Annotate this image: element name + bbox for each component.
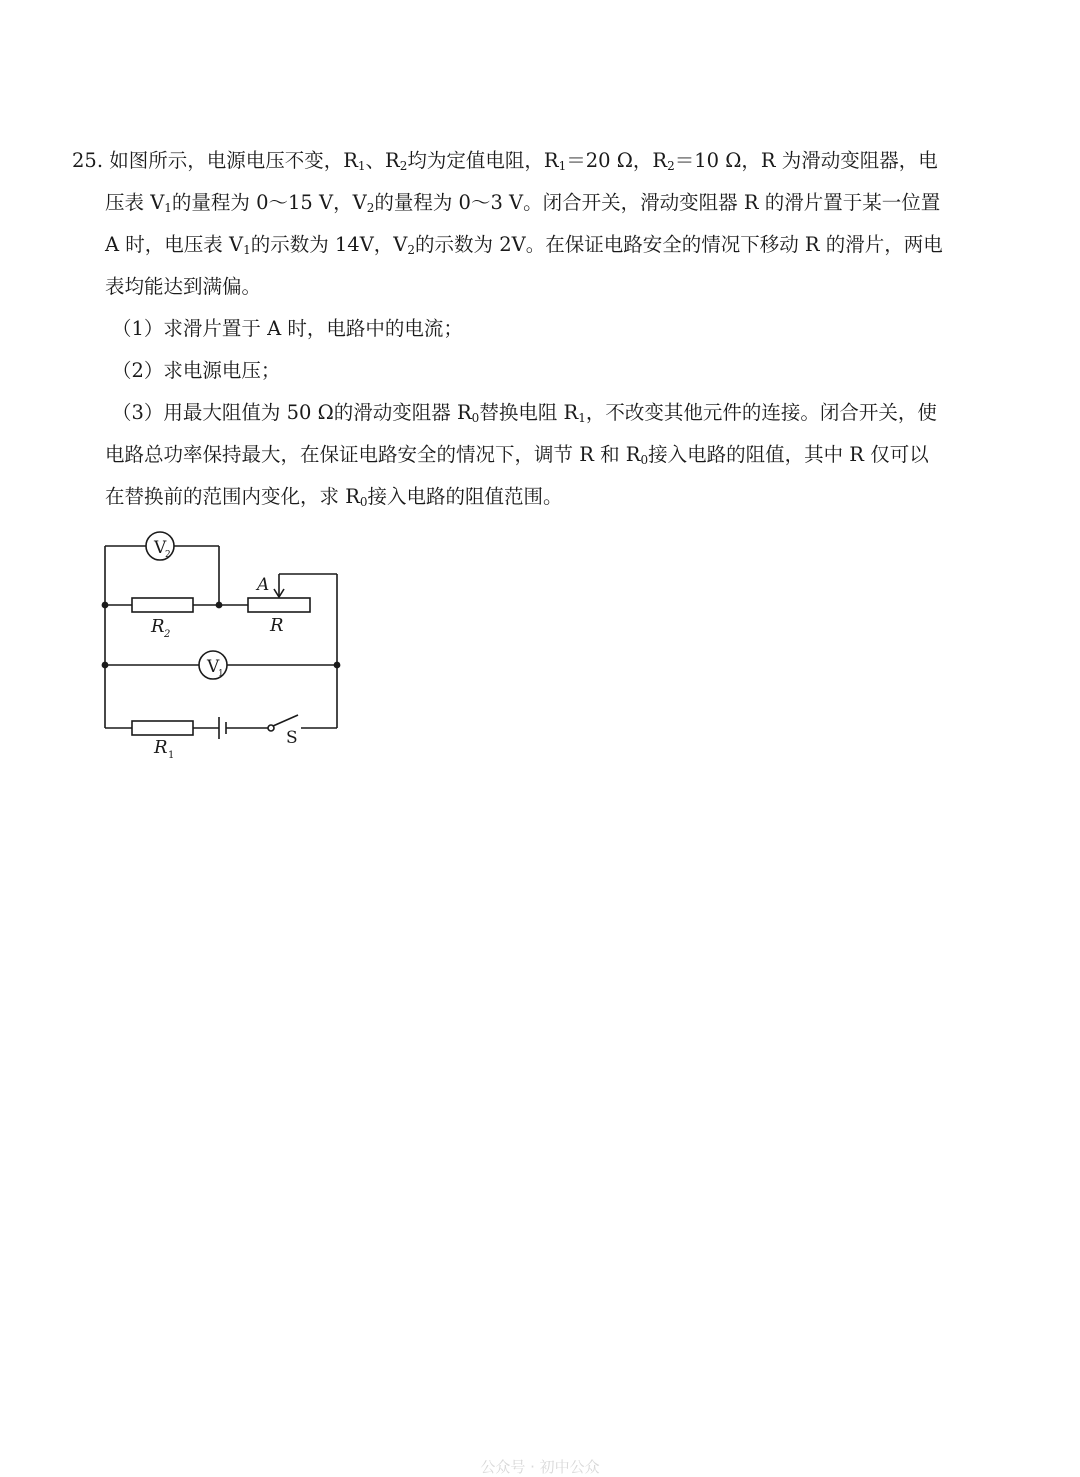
junction-dot bbox=[216, 602, 223, 609]
r2-subscript: 2 bbox=[164, 629, 171, 640]
subscript: 0 bbox=[471, 411, 480, 425]
subscript: 1 bbox=[357, 159, 366, 173]
question-3-line-3 bbox=[72, 476, 1012, 518]
junction-dot bbox=[334, 662, 341, 669]
v1-subscript: 1 bbox=[218, 669, 224, 679]
problem-number: 25. bbox=[72, 149, 104, 172]
s-label: S bbox=[286, 728, 298, 748]
question-text: 接入电路的阻值范围。 bbox=[367, 485, 563, 508]
stem-seg: 如图所示，电源电压不变，R bbox=[109, 149, 358, 172]
stem-seg: ＝10 Ω，R 为滑动变阻器，电 bbox=[674, 149, 938, 172]
stem-seg: 的示数为 2V。在保证电路安全的情况下移动 R 的滑片，两电 bbox=[415, 233, 943, 256]
junction-dot bbox=[102, 662, 109, 669]
question-text: （2）求电源电压； bbox=[112, 359, 281, 382]
r2-label: R bbox=[151, 616, 165, 637]
stem-seg: 均为定值电阻，R bbox=[407, 149, 559, 172]
subscript: 2 bbox=[667, 159, 675, 173]
r-label: R bbox=[270, 615, 284, 636]
footer-watermark: 公众号 · 初中公众 bbox=[480, 1458, 600, 1476]
subscript: 2 bbox=[407, 243, 416, 257]
question-text: （1）求滑片置于 A 时，电路中的电流； bbox=[112, 317, 463, 340]
stem-seg: 表均能达到满偏。 bbox=[105, 275, 262, 298]
subscript: 1 bbox=[578, 411, 586, 425]
question-text: 接入电路的阻值，其中 R 仅可以 bbox=[648, 443, 929, 466]
question-text: 电路总功率保持最大，在保证电路安全的情况下，调节 R 和 R bbox=[105, 443, 641, 466]
a-label: A bbox=[257, 575, 270, 595]
stem-seg: 的量程为 0～15 V，V bbox=[171, 191, 367, 214]
question-text: 替换电阻 R bbox=[479, 401, 579, 424]
stem-line-2 bbox=[72, 182, 1012, 224]
stem-line-3 bbox=[72, 224, 1012, 266]
subscript: 2 bbox=[399, 159, 408, 173]
question-text: （3）用最大阻值为 50 Ω的滑动变阻器 R bbox=[112, 401, 472, 424]
stem-seg: A 时，电压表 V bbox=[105, 233, 244, 256]
switch-blade bbox=[273, 715, 298, 726]
question-2 bbox=[72, 350, 1012, 392]
rheostat-r bbox=[248, 598, 310, 612]
question-text: 在替换前的范围内变化，求 R bbox=[105, 485, 360, 508]
subscript: 0 bbox=[359, 495, 368, 509]
stem-seg: 的示数为 14V，V bbox=[250, 233, 408, 256]
subscript: 1 bbox=[243, 243, 251, 257]
stem-seg: 、R bbox=[365, 149, 400, 172]
r1-subscript: 1 bbox=[168, 750, 175, 761]
v1-label: V bbox=[207, 657, 220, 677]
stem-line-4 bbox=[72, 266, 1012, 308]
question-1 bbox=[72, 308, 1012, 350]
r1-label: R bbox=[154, 737, 168, 758]
subscript: 2 bbox=[366, 201, 375, 215]
circuit-diagram bbox=[95, 528, 355, 768]
subscript: 1 bbox=[558, 159, 567, 173]
question-text: ，不改变其他元件的连接。闭合开关，使 bbox=[585, 401, 937, 424]
subscript: 1 bbox=[164, 201, 172, 215]
stem-seg: 压表 V bbox=[105, 191, 165, 214]
question-3-line-2 bbox=[72, 434, 1012, 476]
v2-subscript: 2 bbox=[165, 550, 171, 560]
subscript: 0 bbox=[640, 453, 649, 467]
stem-seg: ＝20 Ω，R bbox=[566, 149, 668, 172]
junction-dot bbox=[102, 602, 109, 609]
question-3-line-1 bbox=[72, 392, 1012, 434]
v2-label: V bbox=[154, 538, 167, 558]
resistor-r1 bbox=[132, 721, 193, 735]
resistor-r2 bbox=[132, 598, 193, 612]
stem-seg: 的量程为 0～3 V。闭合开关，滑动变阻器 R 的滑片置于某一位置 bbox=[374, 191, 941, 214]
stem-line-1 bbox=[72, 140, 1012, 182]
problem-25 bbox=[72, 140, 1012, 518]
